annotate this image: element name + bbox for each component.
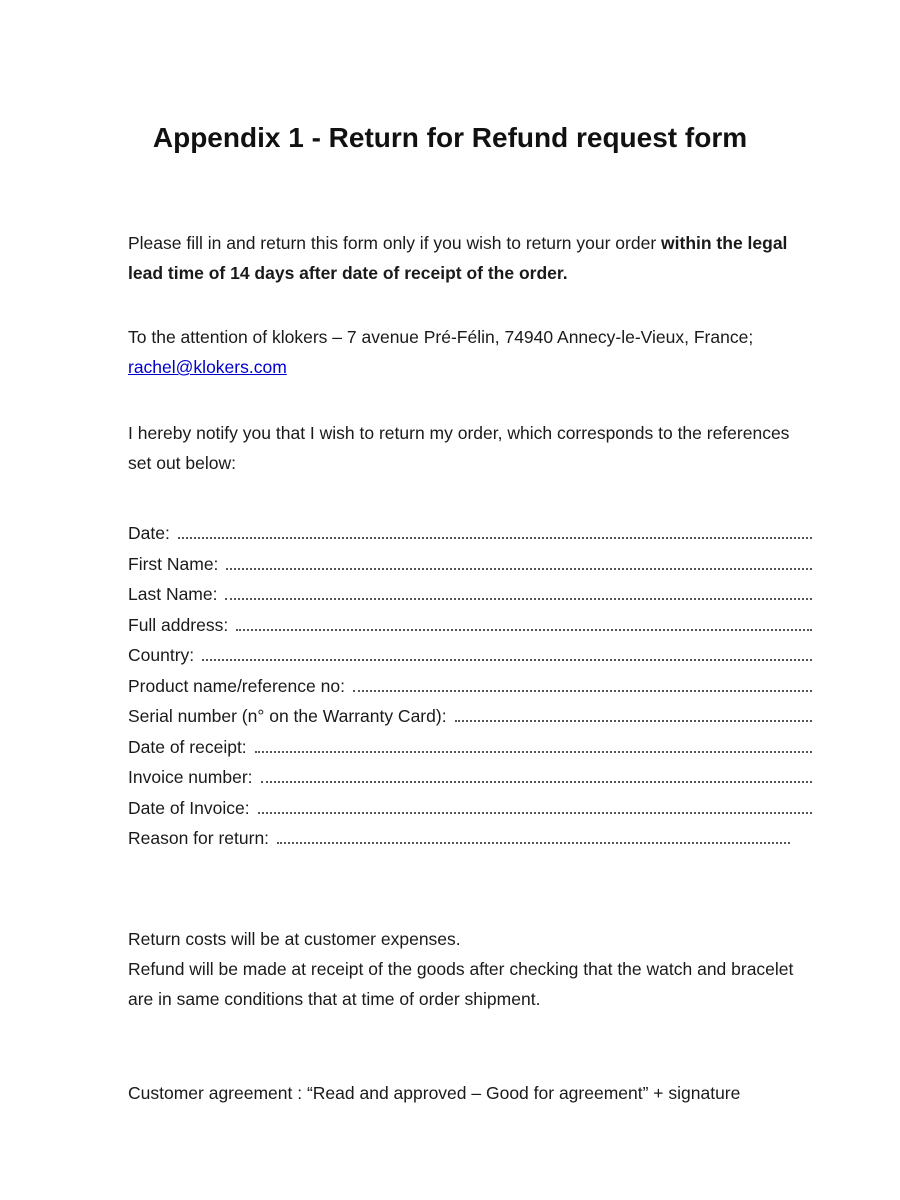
- notes-paragraph: [128, 924, 814, 1014]
- dotted-fill-line: [353, 689, 812, 692]
- form-field-row-product-name: [128, 671, 814, 702]
- notify-paragraph: I hereby notify you that I wish to return my order, which corresponds to the references set out below:: [128, 423, 790, 473]
- note-refund-conditions: Refund will be made at receipt of the goods after checking that the watch and bracelet are in same conditions that at time of order shipment.: [128, 958, 794, 1009]
- field-label: Invoice number:: [128, 767, 253, 787]
- dotted-fill-line: [258, 811, 812, 814]
- intro-paragraph: [128, 228, 814, 288]
- form-field-row-date: [128, 518, 814, 549]
- field-label: Reason for return:: [128, 828, 270, 848]
- intro-text-bold: within the legal lead time of 14 days after date of receipt of the order.: [128, 233, 788, 283]
- field-label: Date of Invoice:: [128, 797, 250, 818]
- form-field-row-date-of-invoice: [128, 793, 814, 824]
- dotted-fill-line: [455, 719, 812, 722]
- dotted-fill-line: [261, 780, 812, 783]
- document-body: [0, 228, 900, 1108]
- field-label: Product name/reference no:: [128, 675, 345, 696]
- form-field-row-reason-for-return: [128, 823, 814, 854]
- field-label: First Name:: [128, 553, 219, 574]
- dotted-fill-line: [202, 658, 812, 661]
- form-field-row-serial-number: [128, 701, 814, 732]
- field-label: Date of receipt:: [128, 736, 247, 757]
- dotted-fill-line: [226, 567, 812, 570]
- dotted-fill-line: [277, 841, 790, 844]
- form-fields: [128, 518, 814, 854]
- field-label: Date:: [128, 523, 170, 543]
- form-field-row-last-name: [128, 579, 814, 610]
- form-field-row-full-address: [128, 610, 814, 641]
- attention-paragraph: [128, 322, 814, 382]
- dotted-fill-line: [236, 628, 812, 631]
- attention-line: To the attention of klokers – 7 avenue Pré-Félin, 74940 Annecy-le-Vieux, France;: [128, 327, 754, 347]
- intro-text-normal: Please fill in and return this form only if you wish to return your order: [128, 233, 662, 253]
- field-label: Full address:: [128, 614, 229, 635]
- form-field-row-date-of-receipt: [128, 732, 814, 763]
- page-title: Appendix 1 - Return for Refund request form: [152, 122, 748, 153]
- email-link[interactable]: rachel@klokers.com: [128, 357, 287, 377]
- dotted-fill-line: [178, 536, 812, 539]
- field-label: Country:: [128, 645, 195, 665]
- form-field-row-country: [128, 640, 814, 671]
- form-field-row-invoice-number: [128, 762, 814, 793]
- form-field-row-first-name: [128, 549, 814, 580]
- dotted-fill-line: [225, 597, 812, 600]
- field-label: Last Name:: [128, 584, 218, 604]
- agreement-line: Customer agreement : “Read and approved – Good for agreement” + signature: [128, 1082, 741, 1103]
- note-return-costs: Return costs will be at customer expenses.: [128, 928, 461, 949]
- dotted-fill-line: [255, 750, 812, 753]
- field-label: Serial number (n° on the Warranty Card):: [128, 706, 447, 726]
